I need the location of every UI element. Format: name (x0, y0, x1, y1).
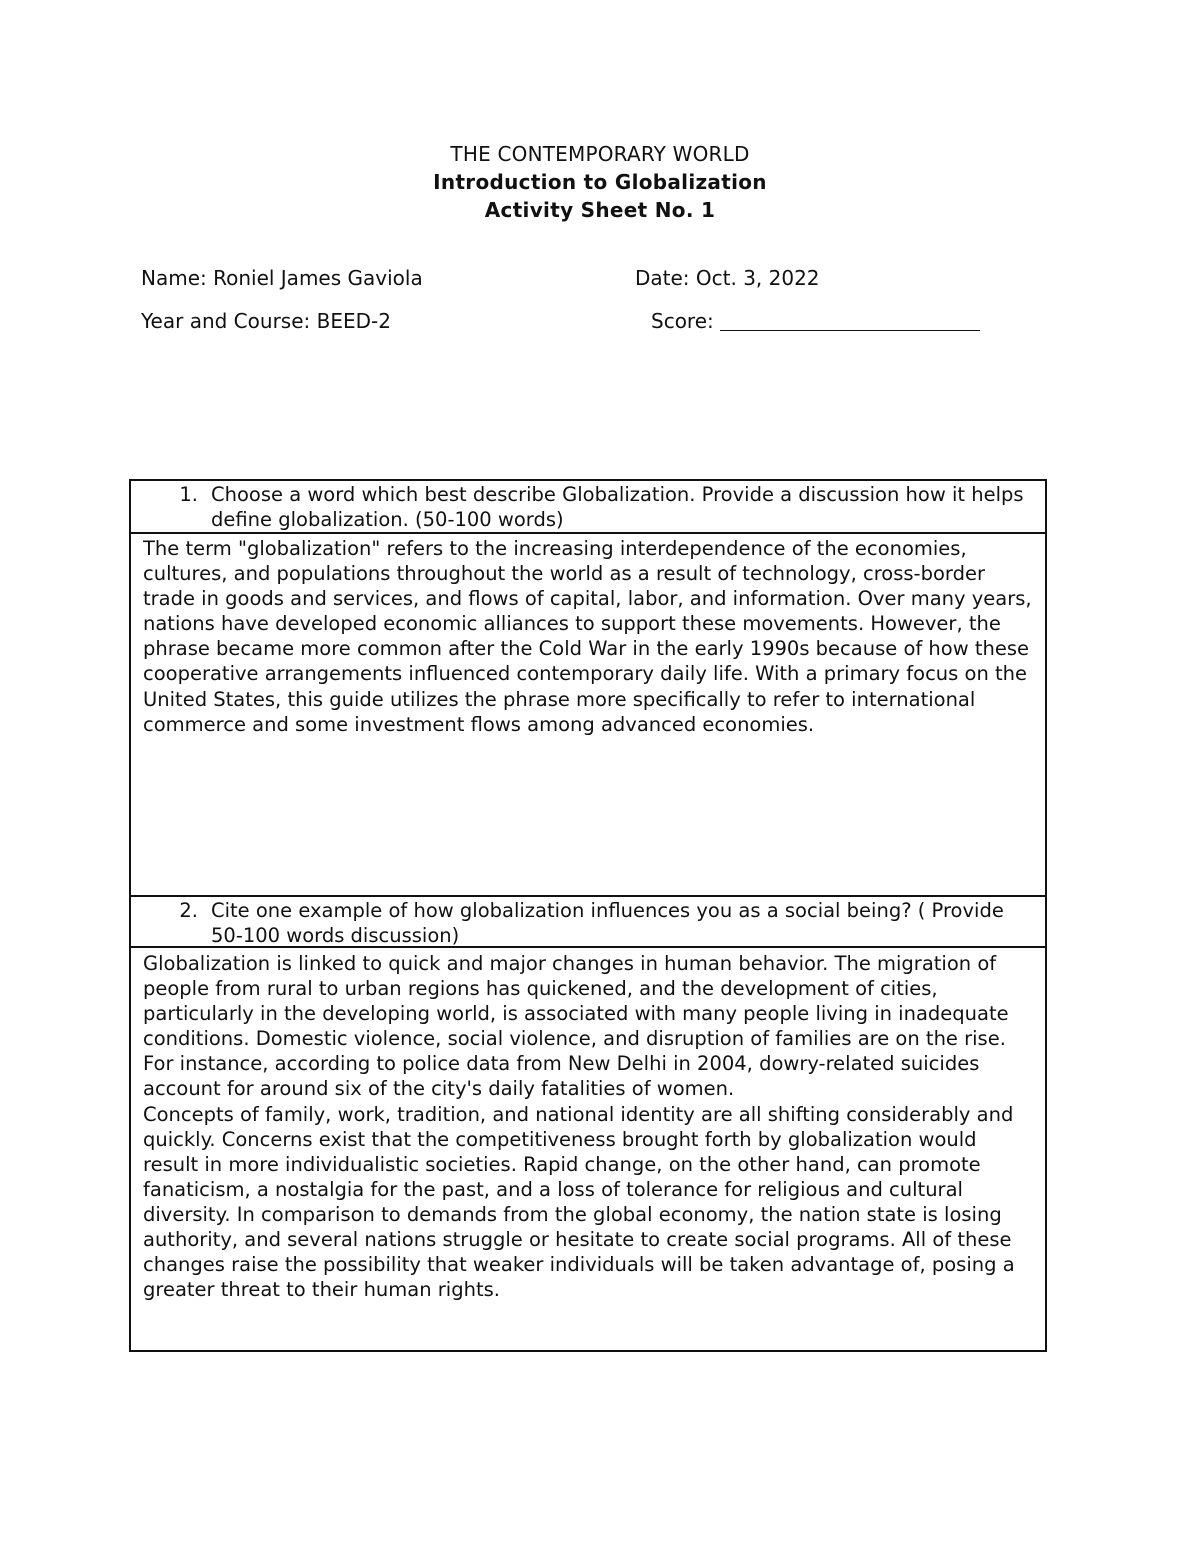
title-block (0, 140, 1200, 224)
score-label: Score: (651, 309, 714, 333)
answer-2-cell (131, 948, 1045, 1350)
question-2-prompt: Cite one example of how globalization influences you as a social being? ( Provide 50-100 words discussion) (211, 899, 1004, 948)
year-and-course: Year and Course: BEED-2 (141, 309, 391, 333)
activity-sheet-number: Activity Sheet No. 1 (484, 198, 716, 222)
question-2-number: 2. (179, 899, 198, 922)
document-title: THE CONTEMPORARY WORLD (450, 142, 750, 166)
answer-1-text: The term "globalization" refers to the increasing interdependence of the economies, cultures, and populations throughout the world as a result of technology, cross-border trade in goods and services, and flows of capital, labor, and information. Over many years, nations have developed economic alliances to support these movements. However, the phrase became more common after the Cold War in the early 1990s because of how these cooperative arrangements influenced contemporary daily life. With a primary focus on the United States, this guide utilizes the phrase more specifically to refer to international commerce and some investment flows among advanced economies. (143, 537, 1032, 736)
student-name: Name: Roniel James Gaviola (141, 266, 423, 290)
question-1-prompt: Choose a word which best describe Globalization. Provide a discussion how it helps define globalization. (50-100 words) (211, 483, 1024, 532)
score-field (651, 307, 980, 335)
answer-1-cell (131, 534, 1045, 897)
question-1-cell (131, 481, 1045, 534)
question-1-number: 1. (179, 483, 198, 506)
submission-date: Date: Oct. 3, 2022 (635, 266, 820, 290)
activity-table (129, 479, 1047, 1352)
answer-2-paragraph-1: Globalization is linked to quick and major changes in human behavior. The migration of people from rural to urban regions has quickened, and the development of cities, particularly in the developing world, is associated with many people living in inadequate conditions. Domestic violence, social violence, and disruption of families are on the rise. For instance, according to police data from New Delhi in 2004, dowry-related suicides account for around six of the city's daily fatalities of women. (143, 952, 1009, 1101)
score-blank-line (720, 308, 980, 331)
answer-2-paragraph-2: Concepts of family, work, tradition, and national identity are all shifting considerably and quickly. Concerns exist that the competitiveness brought forth by globalization would result in more individualistic societies. Rapid change, on the other hand, can promote fanaticism, a nostalgia for the past, and a loss of tolerance for religious and cultural diversity. In comparison to demands from the global economy, the nation state is losing authority, and several nations struggle or hesitate to create social programs. All of these changes raise the possibility that weaker individuals will be taken advantage of, posing a greater threat to their human rights. (143, 1102, 1015, 1302)
question-2-cell (131, 897, 1045, 948)
document-subtitle: Introduction to Globalization (433, 170, 767, 194)
